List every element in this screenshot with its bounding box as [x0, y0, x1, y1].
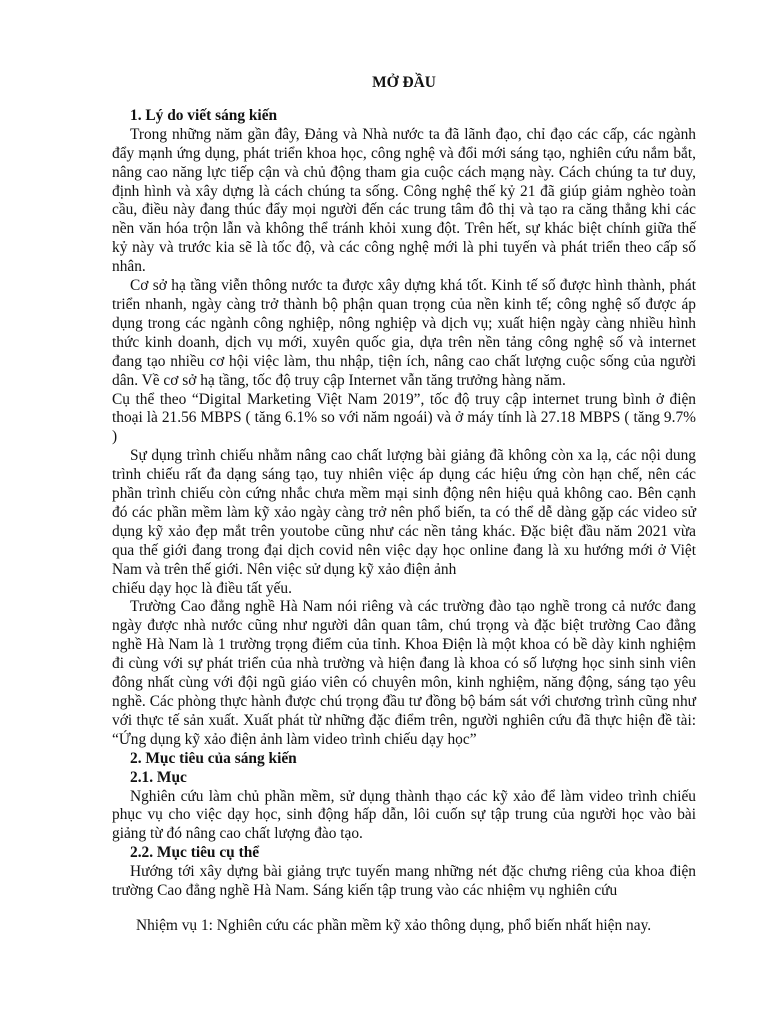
page-title: MỞ ĐẦU	[372, 74, 436, 91]
task-1-line: Nhiệm vụ 1: Nghiên cứu các phần mềm kỹ xảo thông dụng, phổ biến nhất hiện nay.	[136, 917, 652, 934]
paragraph-school: Trường Cao đẳng nghề Hà Nam nói riêng và các trường đào tạo nghề trong cả nước đang ngày được nhà nước cũng như người dân quan tâm, chú trọng và đặc biệt trường Cao đẳng nghề Hà Nam là 1 trường trọng điểm của tỉnh. Khoa Điện là một khoa có bề dày kinh nghiệm đi cùng với sự phát triển của nhà trường và hiện đang là khoa có số lượng học sinh sinh viên đông nhất cùng với đội ngũ giáo viên có chuyên môn, kinh nghiệm, năng động, sáng tạo yêu nghề. Các phòng thực hành được chú trọng đầu tư đồng bộ bám sát với chương trình cũng như với thực tế sản xuất. Xuất phát từ những đặc điểm trên, người nghiên cứu đã thực hiện đề tài: “Ứng dụng kỹ xảo điện ảnh làm video trình chiếu dạy học”	[112, 598, 696, 748]
subsection-heading-specific: 2.2. Mục tiêu cụ thể	[130, 844, 260, 862]
paragraph-internet-speed: Cụ thể theo “Digital Marketing Việt Nam 2019”, tốc độ truy cập internet trung bình ở điện thoại là 21.56 MBPS ( tăng 6.1% so với năm ngoái) và ở máy tính là 27.18 MBPS ( tăng 9.7% )	[112, 390, 696, 446]
paragraph-specific-objective: Hướng tới xây dựng bài giảng trực tuyến mang những nét đặc chưng riêng của khoa điện trường Cao đẳng nghề Hà Nam. Sáng kiến tập trung vào các nhiệm vụ nghiên cứu	[112, 863, 696, 900]
paragraph-presentation-end: chiếu dạy học là điều tất yếu.	[112, 579, 292, 597]
section-heading-reason: 1. Lý do viết sáng kiến	[130, 106, 278, 124]
paragraph-presentation: Sự dụng trình chiếu nhằm nâng cao chất lượng bài giảng đã không còn xa lạ, các nội dung trình chiếu rất đa dạng sáng tạo, tuy nhiên việc áp dụng các hiệu ứng còn hạn chế, nên các phần trình chiếu còn cứng nhắc chưa mềm mại sinh động nên hiệu quả không cao. Bên cạnh đó các phần mềm làm kỹ xảo ngày càng trở nên phổ biến, ta có thể dễ dàng gặp các video sử dụng kỹ xảo đẹp mắt trên youtobe cũng như các nền tảng khác. Đặc biệt đầu năm 2021 vừa qua thế giới đang trong đại dịch covid nên việc dạy học online đang là xu hướng mới ở Việt Nam và trên thế giới. Nên việc sử dụng kỹ xảo điện ảnh	[112, 447, 696, 578]
section-heading-objectives: 2. Mục tiêu của sáng kiến	[130, 749, 297, 767]
subsection-heading-general: 2.1. Mục	[130, 768, 187, 786]
paragraph-general-objective: Nghiên cứu làm chủ phần mềm, sử dụng thành thạo các kỹ xảo để làm video trình chiếu phục vụ cho việc dạy học, sinh động hấp dẫn, lôi cuốn sự tập trung của người học vào bài giảng từ đó nâng cao chất lượng đào tạo.	[112, 787, 696, 843]
document-body	[112, 74, 696, 901]
paragraph-intro: Trong những năm gần đây, Đảng và Nhà nước ta đã lãnh đạo, chỉ đạo các cấp, các ngành đẩy mạnh ứng dụng, phát triển khoa học, công nghệ và đổi mới sáng tạo, nghiên cứu nắm bắt, nâng cao năng lực tiếp cận và chủ động tham gia cuộc cách mạng này. Cách chúng ta tư duy, định hình và xây dựng là cách chúng ta sống. Công nghệ thế kỷ 21 đã giúp giảm nghèo toàn cầu, điều này đang thúc đẩy mọi người đến các trung tâm đô thị và tạo ra căng thẳng khi các nền văn hóa trộn lẫn và không thể tránh khỏi xung đột. Trên hết, sự khác biệt chính giữa thế kỷ này và trước kia sẽ là tốc độ, và các công nghệ mới là phi tuyến và phát triển theo cấp số nhân.	[112, 125, 696, 276]
paragraph-infrastructure: Cơ sở hạ tầng viễn thông nước ta được xây dựng khá tốt. Kinh tế số được hình thành, phát triển nhanh, ngày càng trở thành bộ phận quan trọng của nền kinh tế; công nghệ số được áp dụng trong các ngành công nghiệp, nông nghiệp và dịch vụ; xuất hiện ngày càng nhiều hình thức kinh doanh, dịch vụ mới, xuyên quốc gia, dựa trên nền tảng công nghệ số và internet đang tạo nhiều cơ hội việc làm, thu nhập, tiện ích, nâng cao chất lượng cuộc sống của người dân. Về cơ sở hạ tầng, tốc độ truy cập Internet vẫn tăng trưởng hàng năm.	[112, 277, 696, 389]
